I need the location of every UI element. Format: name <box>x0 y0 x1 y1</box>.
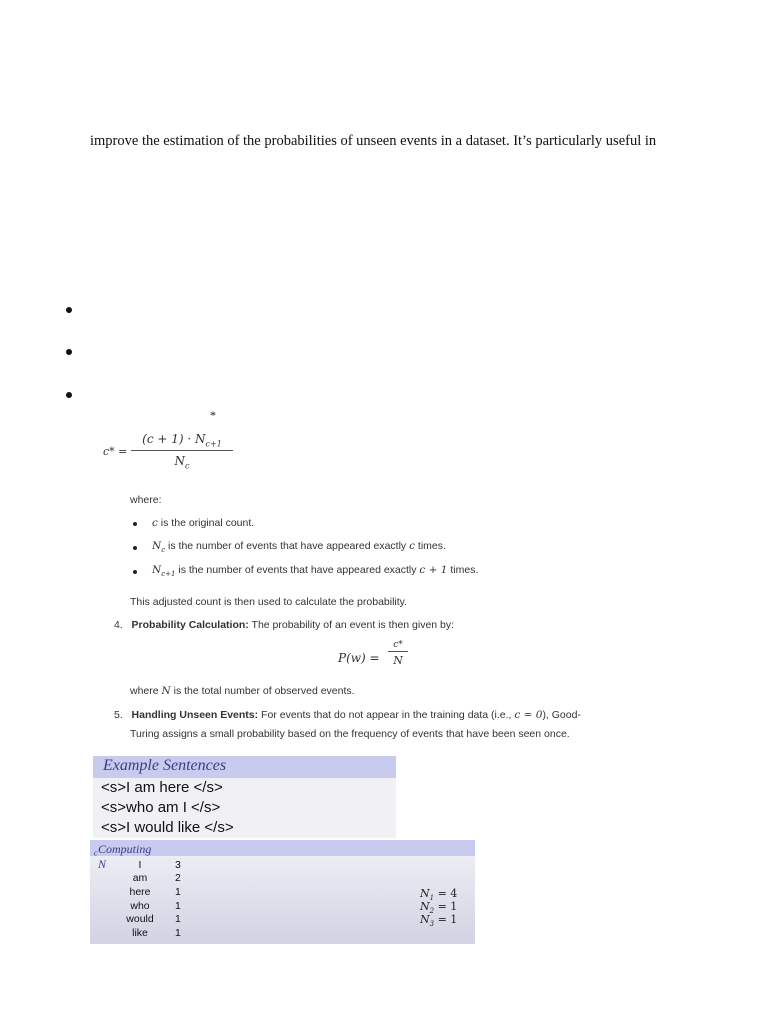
formula-lhs: c* = <box>103 445 128 458</box>
formula-denominator: N <box>393 654 403 667</box>
example-sentence: <s>who am I </s> <box>101 799 221 816</box>
where-total: where N is the total number of observed events. <box>130 685 355 697</box>
computing-nc-header <box>90 840 475 871</box>
step-5: 5. Handling Unseen Events: For events that do not appear in the training data (i.e., c = 0), Good- <box>114 709 581 721</box>
n-value: $N_3 = 1$ <box>420 913 458 929</box>
asterisk-mark: * <box>210 408 216 422</box>
n-value: $N_1 = 4$ <box>420 887 458 903</box>
example-sentence: <s>I am here </s> <box>101 779 223 796</box>
word-cell: would <box>126 913 154 925</box>
definition-nc1: $N_{c+1}$ is the number of events that have appeared exactly c + 1 times. <box>152 564 479 579</box>
bullet-point <box>66 307 72 313</box>
where-label: where: <box>130 494 162 506</box>
count-cell: 1 <box>175 913 181 925</box>
step-4-title: Probability Calculation: <box>131 619 249 631</box>
formula-lhs: P(w) = <box>338 651 380 665</box>
formula-numerator: c* <box>388 640 408 652</box>
bullet-point <box>66 349 72 355</box>
example-sentences-title: Example Sentences <box>103 757 227 774</box>
adjusted-note: This adjusted count is then used to calculate the probability. <box>130 596 408 608</box>
step-5-line2: Turing assigns a small probability based on the frequency of events that have been seen once. <box>130 728 570 740</box>
formula-fraction <box>388 640 408 667</box>
example-sentences-header <box>93 756 396 778</box>
definition-c: c is the original count. <box>152 517 255 529</box>
count-cell: 3 <box>175 859 181 871</box>
bullet-dot <box>133 522 137 526</box>
formula-fraction <box>131 432 233 471</box>
count-cell: 2 <box>175 872 181 884</box>
bullet-dot <box>133 570 137 574</box>
example-sentence: <s>I would like </s> <box>101 819 234 836</box>
formula-numerator: $(c + 1) \cdot N_{c+1}$ <box>131 432 233 451</box>
word-cell: am <box>132 872 148 884</box>
count-cell: 1 <box>175 927 181 939</box>
step-5-title: Handling Unseen Events: <box>131 709 259 721</box>
count-cell: 1 <box>175 886 181 898</box>
formula-denominator: $N_c$ <box>174 454 190 471</box>
word-cell: like <box>132 927 148 939</box>
intro-text: improve the estimation of the probabilities of unseen events in a dataset. It’s particularly useful in <box>90 133 657 149</box>
computing-nc-title: Computing N $_c$ <box>94 842 152 871</box>
bullet-dot <box>133 546 137 550</box>
bullet-point <box>66 392 72 398</box>
word-cell: who <box>130 900 150 912</box>
count-cell: 1 <box>175 900 181 912</box>
definition-nc: $N_c$ is the number of events that have appeared exactly c times. <box>152 540 446 555</box>
word-cell: here <box>129 886 151 898</box>
step-4: 4. Probability Calculation: The probability of an event is then given by: <box>114 619 455 631</box>
word-cell: I <box>138 859 142 871</box>
n-value: $N_2 = 1$ <box>420 900 458 916</box>
